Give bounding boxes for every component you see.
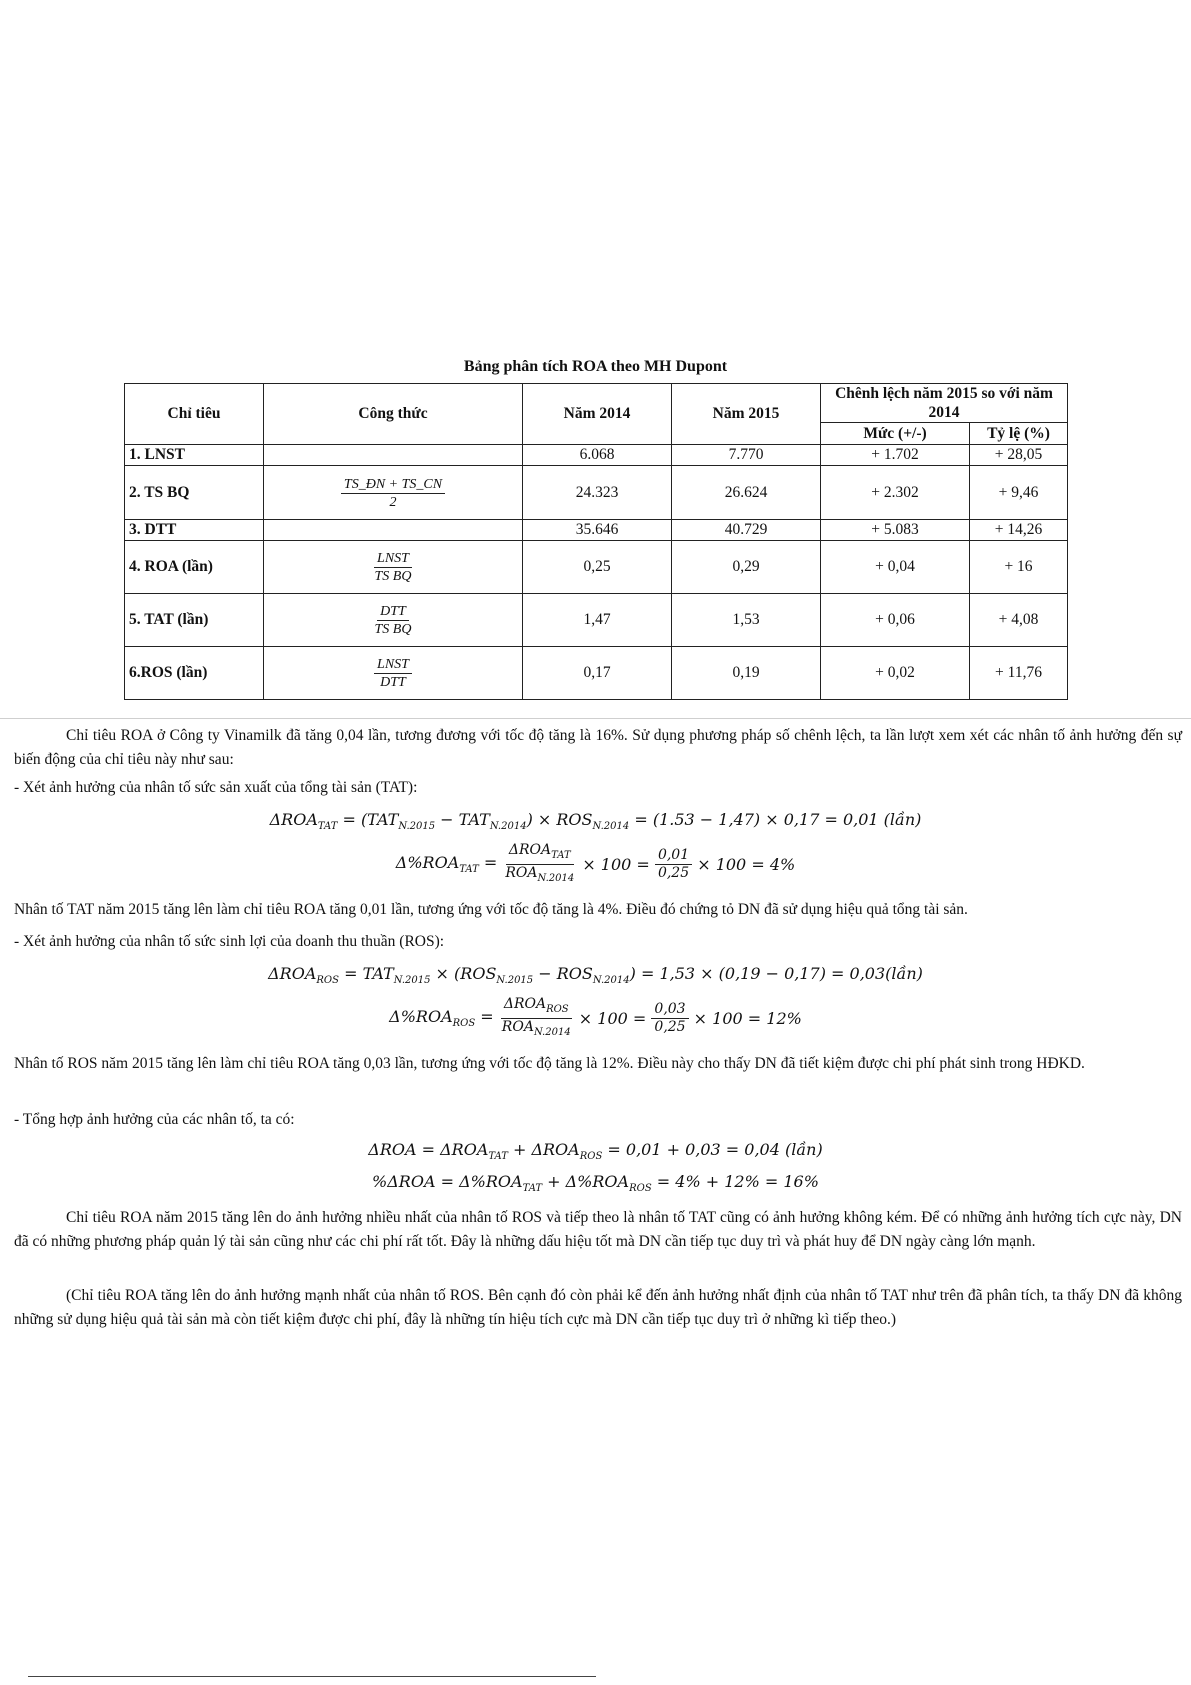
row-formula [264,594,523,647]
header-nam-2015: Năm 2015 [672,384,821,445]
row-diff: + 0,02 [821,647,970,700]
footer-line [28,1676,596,1677]
header-nam-2014: Năm 2014 [523,384,672,445]
row-formula [264,520,523,541]
row-2014: 1,47 [523,594,672,647]
row-2015: 26.624 [672,466,821,520]
row-name: 6.ROS (lần) [125,647,264,700]
paragraph-note: (Chỉ tiêu ROA tăng lên do ảnh hưởng mạnh nhất của nhân tố ROS. Bên cạnh đó còn phải kể đến ảnh hưởng nhất định của nhân tố TAT như trên đã phân tích, ta thấy DN đã không những sử dụng hiệu quả tài sản mà còn tiết kiệm được chi phí, đây là những tín hiệu tích cực mà DN cần tiếp tục duy trì ở những kì tiếp theo.) [14,1287,1182,1328]
row-diff: + 0,06 [821,594,970,647]
row-pct: + 28,05 [970,445,1068,466]
row-diff: + 2.302 [821,466,970,520]
row-diff: + 0,04 [821,541,970,594]
divider [0,718,1191,719]
formula-pct-roa-total: $\%\Delta ROA = \Delta\%ROA_{TAT} + \Delta\%ROA_{ROS} = 4\% + 12\% = 16\%$ [372,1172,819,1195]
row-2015: 7.770 [672,445,821,466]
formula-pct-roa-tat: $\Delta\%ROA_{TAT}$ = $\frac{\Delta ROA_{TAT}}{ROA_{N.2014}}$ × 100 = $\frac{0,01}{0,25}$ × 100 = 4% [395,842,796,884]
header-chi-tieu: Chỉ tiêu [125,384,264,445]
table-title: Bảng phân tích ROA theo MH Dupont [463,358,728,375]
table-row [125,466,1068,520]
formula-fraction: $\frac{\text{LNST}}{\text{DTT}}$ [374,656,412,691]
formula-delta-roa-ros: $\Delta ROA_{ROS} = TAT_{N.2015} \times (ROS_{N.2015} - ROS_{N.2014}) = 1,53 \times (0,19 - 0,17)$ = 0,03(lần) [268,964,923,987]
row-formula [264,541,523,594]
paragraph-ros-heading: - Xét ảnh hưởng của nhân tố sức sinh lợi của doanh thu thuần (ROS): [14,933,445,950]
row-pct: + 16 [970,541,1068,594]
header-muc: Mức (+/-) [821,423,970,445]
formula-pct-roa-ros: $\Delta\%ROA_{ROS}$ = $\frac{\Delta ROA_{ROS}}{ROA_{N.2014}}$ × 100 = $\frac{0,03}{0,25}$ × 100 = 12% [389,996,802,1038]
table-row [125,445,1068,466]
formula-fraction: $\frac{TS\_ĐN + TS\_CN}{2}$ [341,476,445,511]
row-name: 2. TS BQ [125,466,264,520]
row-2014: 0,17 [523,647,672,700]
roa-dupont-table [124,383,1068,700]
row-diff: + 1.702 [821,445,970,466]
table-row [125,647,1068,700]
row-2014: 0,25 [523,541,672,594]
row-2014: 6.068 [523,445,672,466]
formula-fraction: $\frac{\text{LNST}}{\text{TS BQ}}$ [374,551,412,584]
row-2015: 0,19 [672,647,821,700]
header-chenh-lech: Chênh lệch năm 2015 so với năm 2014 [821,384,1068,423]
row-pct: + 11,76 [970,647,1068,700]
row-2015: 0,29 [672,541,821,594]
row-2014: 24.323 [523,466,672,520]
row-pct: + 9,46 [970,466,1068,520]
formula-delta-roa-total: $\Delta ROA = \Delta ROA_{TAT} + \Delta ROA_{ROS} = 0,01 + 0,03 = 0,04$ (lần) [368,1140,823,1163]
row-formula [264,647,523,700]
formula-fraction: $\frac{\text{DTT}}{\text{TS BQ}}$ [374,604,412,637]
paragraph-intro: Chỉ tiêu ROA ở Công ty Vinamilk đã tăng 0,04 lần, tương đương với tốc độ tăng là 16%. Sử dụng phương pháp số chênh lệch, ta lần lượt xem xét các nhân tố ảnh hưởng đến sự biến động của chỉ tiêu này như sau: [14,727,1182,768]
formula-delta-roa-tat: $\Delta ROA_{TAT} = (TAT_{N.2015} - TAT_{N.2014}) \times ROS_{N.2014} = (1.53 - 1,47) \times 0,17 = 0,01$ (lần) [269,810,922,833]
paragraph-summary-heading: - Tổng hợp ảnh hưởng của các nhân tố, ta có: [14,1111,295,1128]
row-2015: 40.729 [672,520,821,541]
paragraph-conclusion: Chỉ tiêu ROA năm 2015 tăng lên do ảnh hưởng nhiều nhất của nhân tố ROS và tiếp theo là nhân tố TAT cũng có ảnh hưởng không kém. Để có những ảnh hưởng tích cực này, DN đã có những phương pháp quản lý tài sản cũng như các chi phí rất tốt. Đây là những dấu hiệu tốt mà DN cần tiếp tục duy trì và phát huy để DN ngày càng lớn mạnh. [14,1209,1182,1250]
table-row [125,594,1068,647]
paragraph-tat-heading: - Xét ảnh hưởng của nhân tố sức sản xuất của tổng tài sản (TAT): [14,779,418,796]
row-2015: 1,53 [672,594,821,647]
row-name: 4. ROA (lần) [125,541,264,594]
table-row [125,520,1068,541]
row-formula [264,466,523,520]
row-2014: 35.646 [523,520,672,541]
row-formula [264,445,523,466]
paragraph-tat-result: Nhân tố TAT năm 2015 tăng lên làm chỉ tiêu ROA tăng 0,01 lần, tương ứng với tốc độ tăng là 4%. Điều đó chứng tỏ DN đã sử dụng hiệu quả tổng tài sản. [14,901,968,918]
header-cong-thuc: Công thức [264,384,523,445]
row-pct: + 14,26 [970,520,1068,541]
row-name: 5. TAT (lần) [125,594,264,647]
row-pct: + 4,08 [970,594,1068,647]
paragraph-ros-result: Nhân tố ROS năm 2015 tăng lên làm chỉ tiêu ROA tăng 0,03 lần, tương ứng với tốc độ tăng là 12%. Điều này cho thấy DN đã tiết kiệm được chi phí phát sinh trong HĐKD. [14,1055,1085,1072]
row-name: 3. DTT [125,520,264,541]
row-name: 1. LNST [125,445,264,466]
table-row [125,541,1068,594]
row-diff: + 5.083 [821,520,970,541]
header-ty-le: Tỷ lệ (%) [970,423,1068,445]
